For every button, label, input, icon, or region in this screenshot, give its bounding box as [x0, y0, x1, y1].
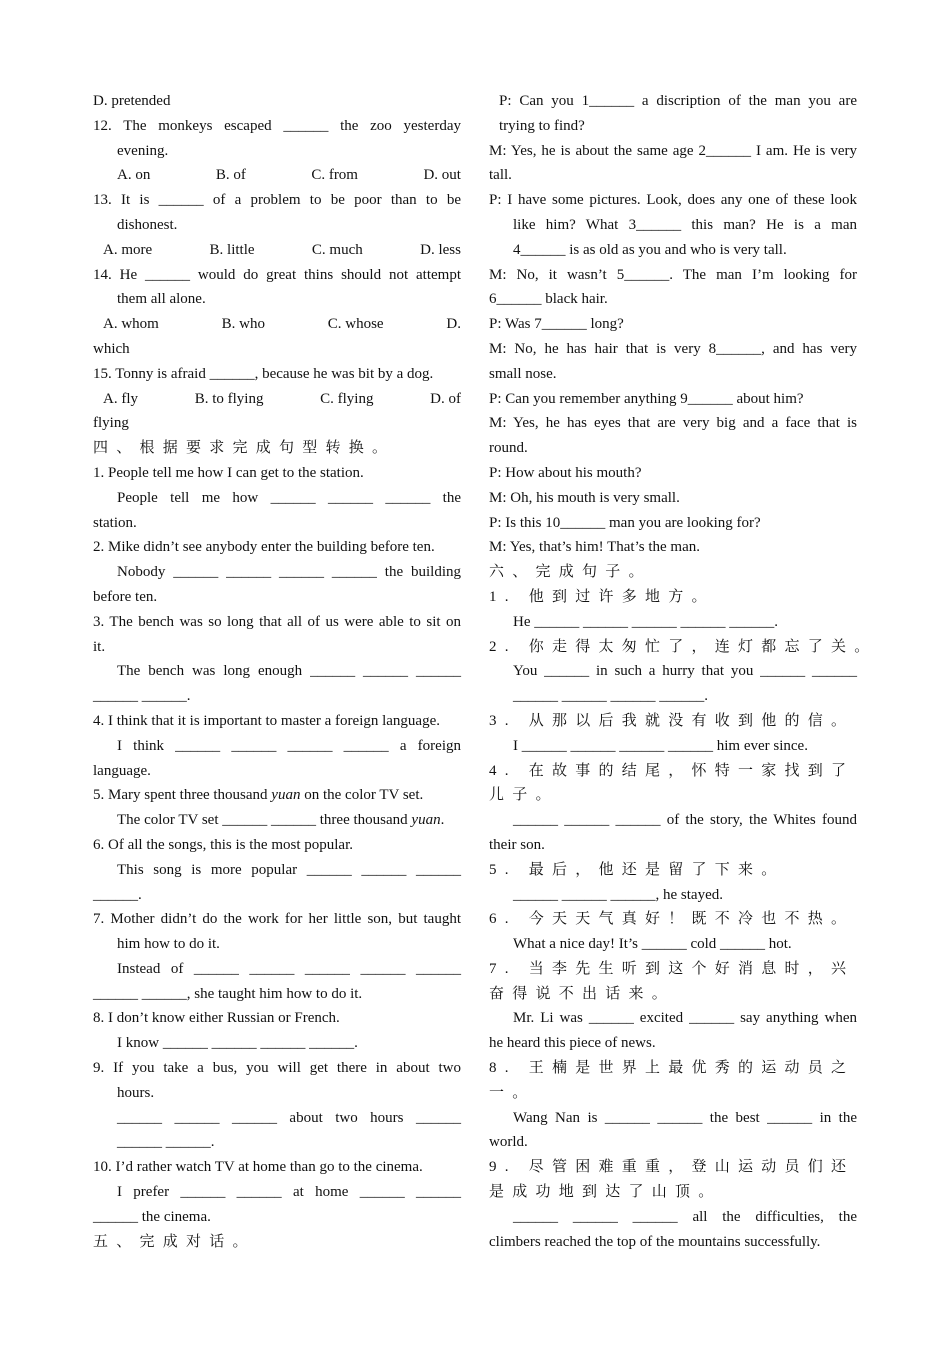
text-line: P: Is this 10______ man you are looking for?	[489, 514, 761, 531]
option-item: B. to flying	[194, 390, 264, 407]
text-line: 8. I don’t know either Russian or French.	[93, 1010, 340, 1027]
text-line: 是成功地到达了山顶。	[489, 1184, 722, 1201]
text-line: ______ the cinema.	[93, 1208, 211, 1225]
text-line: him how to do it.	[117, 936, 220, 953]
text-line: their son.	[489, 836, 545, 853]
text-line: M: Yes, he is about the same age 2______ I am. He is very	[489, 142, 857, 159]
text-line: 7. Mother didn’t do the work for her little son, but taught	[93, 911, 461, 928]
text-line: M: No, it wasn’t 5______. The man I’m looking for	[489, 266, 857, 283]
text-line: 3. 从那以后我就没有收到他的信。	[489, 712, 855, 729]
text-line: ______ ______ ______ ______.	[513, 688, 708, 705]
text-line: ______ ______, she taught him how to do it.	[93, 985, 363, 1002]
text-line: 5. 最后，他还是留了下来。	[489, 861, 785, 878]
text-line: ______ ______.	[93, 688, 191, 705]
option-item: B. who	[221, 316, 265, 333]
option-item: C. flying	[320, 390, 374, 407]
option-item: D. less	[420, 241, 461, 258]
text-line: M: No, he has hair that is very 8______, and has very	[489, 340, 857, 357]
text-line: 5. Mary spent three thousand yuan on the color TV set.	[93, 787, 424, 804]
option-item: B. little	[209, 241, 255, 258]
option-item: D.	[446, 316, 461, 333]
text-line: D. pretended	[93, 93, 171, 109]
text-line: Wang Nan is ______ ______ the best ______ in the	[513, 1109, 857, 1126]
text-line: 儿子。	[489, 787, 559, 804]
text-line: it.	[93, 638, 106, 655]
text-line: Instead of ______ ______ ______ ______ ______	[117, 960, 461, 977]
option-item: B. of	[215, 167, 246, 184]
text-line: climbers reached the top of the mountains successfully.	[489, 1233, 821, 1250]
text-line: P: How about his mouth?	[489, 464, 642, 481]
text-line: P: I have some pictures. Look, does any one of these look	[489, 192, 857, 209]
text-line: 7. 当李先生听到这个好消息时，兴	[489, 960, 855, 977]
text-line: hours.	[117, 1084, 155, 1101]
text-line: 2. 你走得太匆忙了，连灯都忘了关。	[489, 638, 878, 655]
text-line: I prefer ______ ______ at home ______ ______	[117, 1184, 461, 1201]
option-item: C. from	[311, 167, 358, 184]
text-line: station.	[93, 514, 137, 531]
option-row	[93, 163, 461, 188]
text-line: Nobody ______ ______ ______ ______ the building	[117, 564, 461, 581]
text-line: ______ ______ ______ about two hours ______	[117, 1109, 461, 1126]
text-line: before ten.	[93, 588, 158, 605]
text-line: dishonest.	[117, 216, 178, 233]
text-line: language.	[93, 762, 151, 779]
text-line: ______ ______ ______ all the difficulties, the	[513, 1208, 857, 1225]
text-line: The color TV set ______ ______ three thousand yuan.	[117, 812, 445, 829]
option-row	[93, 312, 461, 337]
text-line: 1. People tell me how I can get to the station.	[93, 464, 364, 481]
text-line: 1. 他到过许多地方。	[489, 588, 715, 605]
text-line: ______.	[93, 886, 142, 903]
right-column	[489, 89, 878, 1254]
text-line: 3. The bench was so long that all of us were able to sit on	[93, 613, 461, 630]
text-line: them all alone.	[117, 291, 206, 308]
text-line: The bench was long enough ______ ______ ______	[117, 663, 461, 680]
text-line: 4. I think that it is important to master a foreign language.	[93, 712, 440, 729]
text-line: P: Can you 1______ a discription of the man you are	[499, 93, 857, 109]
text-line: M: Oh, his mouth is very small.	[489, 489, 680, 506]
left-column	[93, 89, 461, 1254]
text-line: M: Yes, that’s him! That’s the man.	[489, 539, 700, 556]
text-line: I ______ ______ ______ ______ him ever since.	[513, 737, 808, 754]
text-line: 14. He ______ would do great thins should not attempt	[93, 266, 461, 283]
text-line: 13. It is ______ of a problem to be poor than to be	[93, 192, 461, 209]
text-line: Mr. Li was ______ excited ______ say anything when	[513, 1010, 857, 1027]
text-line: 六、完成句子。	[489, 564, 652, 581]
text-line: world.	[489, 1134, 528, 1151]
text-line: 6. Of all the songs, this is the most popular.	[93, 836, 353, 853]
option-item: A. on	[117, 167, 151, 184]
text-line: 四、根据要求完成句型转换。	[93, 440, 396, 457]
option-item: C. much	[311, 241, 363, 258]
text-line: 五、完成对话。	[93, 1233, 256, 1250]
text-line: which	[93, 340, 130, 357]
text-line: 4. 在故事的结尾，怀特一家找到了	[489, 762, 855, 779]
text-line: trying to find?	[499, 117, 585, 134]
text-line: ______ ______ ______, he stayed.	[513, 886, 723, 903]
text-line: He ______ ______ ______ ______ ______.	[513, 613, 778, 630]
text-line: ______ ______ ______ of the story, the Whites found	[513, 812, 857, 829]
text-line: 15. Tonny is afraid ______, because he was bit by a dog.	[93, 365, 434, 382]
text-line: P: Was 7______ long?	[489, 316, 624, 333]
text-line: P: Can you remember anything 9______ about him?	[489, 390, 804, 407]
option-row	[93, 387, 461, 412]
text-line: People tell me how ______ ______ ______ the	[117, 489, 461, 506]
text-line: ______ ______.	[117, 1134, 215, 1151]
text-line: evening.	[117, 142, 169, 159]
text-line: 6______ black hair.	[489, 291, 608, 308]
text-line: 12. The monkeys escaped ______ the zoo yesterday	[93, 117, 461, 134]
text-line: small nose.	[489, 365, 557, 382]
option-item: A. whom	[103, 316, 159, 333]
text-line: 8. 王楠是世界上最优秀的运动员之	[489, 1060, 855, 1077]
option-item: D. out	[423, 167, 461, 184]
text-line: You ______ in such a hurry that you ______ ______	[513, 663, 857, 680]
text-line: 一。	[489, 1084, 536, 1101]
option-item: A. more	[103, 241, 153, 258]
text-line: This song is more popular ______ ______ ______	[117, 861, 461, 878]
text-line: he heard this piece of news.	[489, 1035, 656, 1052]
text-line: 9. 尽管困难重重，登山运动员们还	[489, 1159, 855, 1176]
text-line: 6. 今天天气真好！既不冷也不热。	[489, 911, 855, 928]
text-line: What a nice day! It’s ______ cold ______ hot.	[513, 936, 792, 953]
text-line: 奋得说不出话来。	[489, 985, 676, 1002]
text-line: round.	[489, 440, 528, 457]
text-line: I know ______ ______ ______ ______.	[117, 1035, 358, 1052]
text-line: like him? What 3______ this man? He is a man	[513, 216, 857, 233]
text-line: 9. If you take a bus, you will get there in about two	[93, 1060, 461, 1077]
text-line: 10. I’d rather watch TV at home than go to the cinema.	[93, 1159, 423, 1176]
text-line: I think ______ ______ ______ ______ a foreign	[117, 737, 461, 754]
option-row	[93, 238, 461, 263]
text-line: M: Yes, he has eyes that are very big and a face that is	[489, 415, 857, 432]
text-line: flying	[93, 415, 129, 432]
text-line: 2. Mike didn’t see anybody enter the building before ten.	[93, 539, 435, 556]
option-item: C. whose	[327, 316, 384, 333]
text-line: tall.	[489, 167, 512, 184]
option-item: D. of	[430, 390, 461, 407]
option-item: A. fly	[103, 390, 138, 407]
text-line: 4______ is as old as you and who is very tall.	[513, 241, 787, 258]
